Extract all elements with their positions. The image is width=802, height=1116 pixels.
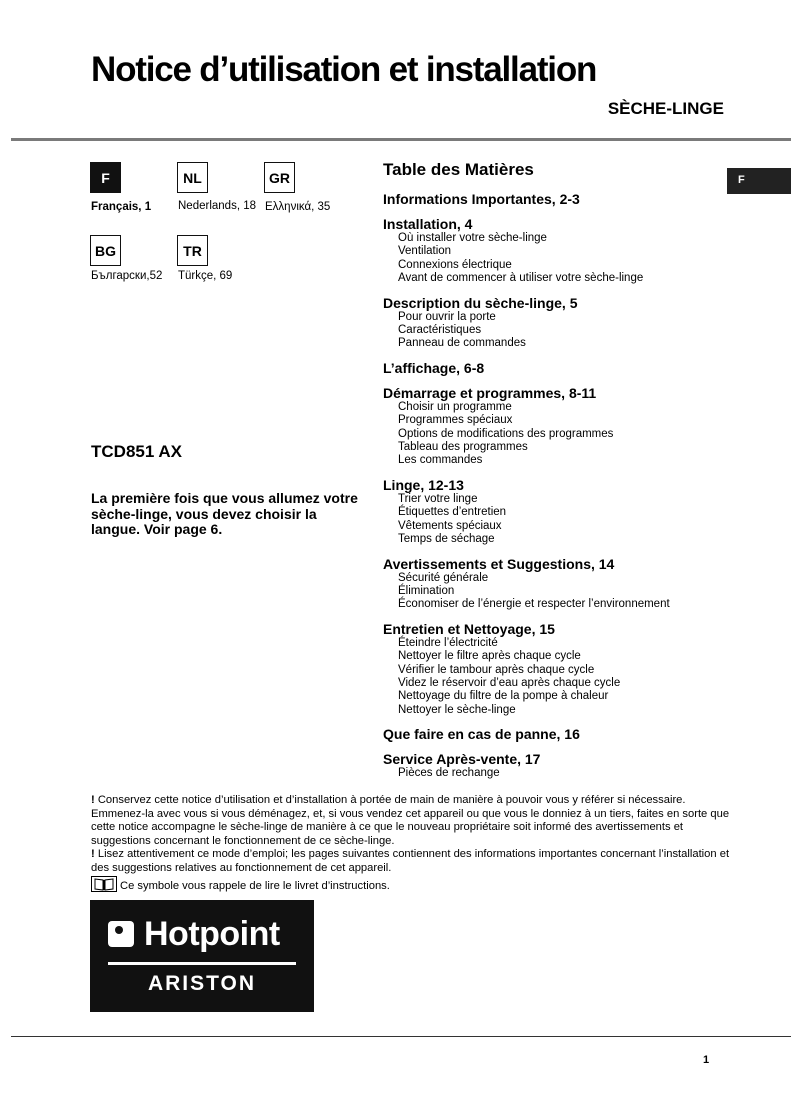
toc-subitem: Les commandes xyxy=(398,454,483,467)
page-number: 1 xyxy=(703,1054,710,1066)
language-label-tr: Türkçe, 69 xyxy=(178,270,233,282)
language-box-nl[interactable]: NL xyxy=(177,162,208,193)
toc-subitem: Temps de séchage xyxy=(398,533,495,546)
toc-section xyxy=(383,726,723,742)
first-use-note: La première fois que vous allumez votre sèche-linge, vous devez choisir la langue. Voir page 6. xyxy=(91,490,358,537)
book-icon xyxy=(91,876,117,892)
toc-subitem: Élimination xyxy=(398,584,455,597)
notice-text xyxy=(91,794,731,893)
toc-section xyxy=(383,621,723,717)
toc-subitems xyxy=(383,572,723,612)
toc-section-title[interactable]: Avertissements et Suggestions, 14 xyxy=(383,555,615,572)
toc-subitem: Programmes spéciaux xyxy=(398,414,513,427)
toc-subitem: Nettoyer le sèche-linge xyxy=(398,703,516,716)
product-type: SÈCHE-LINGE xyxy=(607,99,724,118)
toc-subitem: Pièces de rechange xyxy=(398,767,500,780)
logo-mark-icon xyxy=(108,921,134,947)
toc-subitem: Caractéristiques xyxy=(398,324,482,337)
notice-paragraph-2: Lisez attentivement ce mode d’emploi; les pages suivantes contiennent des informations importantes concernant l’installation et des suggestions relatives au fonctionnement de cet appareil. xyxy=(91,848,730,874)
toc-subitems xyxy=(383,767,723,780)
toc-section-title[interactable]: Entretien et Nettoyage, 15 xyxy=(383,620,555,637)
language-box-bg[interactable]: BG xyxy=(90,235,121,266)
language-label-bg: Български,52 xyxy=(91,270,163,282)
toc-subitem: Sécurité générale xyxy=(398,571,489,584)
divider xyxy=(11,1036,791,1037)
toc-section-title[interactable]: Informations Importantes, 2-3 xyxy=(383,191,580,207)
toc-subitem: Vérifier le tambour après chaque cycle xyxy=(398,663,595,676)
language-box-f[interactable]: F xyxy=(90,162,121,193)
toc-section xyxy=(383,385,723,468)
toc-section xyxy=(383,751,723,780)
logo-subbrand: ARISTON xyxy=(147,972,257,995)
language-label-gr: Ελληνικά, 35 xyxy=(265,201,331,213)
toc-subitem: Tableau des programmes xyxy=(398,441,528,454)
divider xyxy=(11,138,791,141)
toc-subitem: Trier votre linge xyxy=(398,492,478,505)
toc-subitem: Pour ouvrir la porte xyxy=(398,310,496,323)
toc-subitem: Panneau de commandes xyxy=(398,337,526,350)
toc-subitems xyxy=(383,493,723,547)
language-label-nl: Nederlands, 18 xyxy=(178,200,256,212)
toc-subitems xyxy=(383,401,723,468)
toc-subitem: Options de modifications des programmes xyxy=(398,427,614,440)
toc-subitem: Videz le réservoir d’eau après chaque cycle xyxy=(398,676,621,689)
toc-subitems xyxy=(383,637,723,717)
page-title: Notice d’utilisation et installation xyxy=(91,50,597,89)
toc-section-title[interactable]: Installation, 4 xyxy=(383,216,473,232)
toc-subitems xyxy=(383,311,723,351)
logo-divider xyxy=(108,962,296,965)
toc-section xyxy=(383,216,723,286)
toc-section-title[interactable]: Description du sèche-linge, 5 xyxy=(383,294,578,311)
toc-subitem: Ventilation xyxy=(398,245,452,258)
toc-section-title[interactable]: Linge, 12-13 xyxy=(383,476,464,493)
toc-subitem: Vêtements spéciaux xyxy=(398,519,502,532)
toc-subitem: Où installer votre sèche-linge xyxy=(398,232,547,244)
toc-subitem: Choisir un programme xyxy=(398,400,512,413)
language-label-f: Français, 1 xyxy=(91,201,152,213)
toc-subitem: Avant de commencer à utiliser votre sèche-linge xyxy=(398,272,644,285)
model-number: TCD851 AX xyxy=(91,442,183,461)
toc-section xyxy=(383,191,723,207)
toc-subitem: Connexions électrique xyxy=(398,258,512,271)
toc-subitem: Nettoyage du filtre de la pompe à chaleur xyxy=(398,690,609,703)
toc-section-title[interactable]: L’affichage, 6-8 xyxy=(383,359,485,376)
language-box-tr[interactable]: TR xyxy=(177,235,208,266)
toc-subitem: Économiser de l’énergie et respecter l’environnement xyxy=(398,598,670,611)
symbol-note: Ce symbole vous rappele de lire le livret d’instructions. xyxy=(120,879,390,892)
toc-section xyxy=(383,556,723,612)
toc-section xyxy=(383,360,723,376)
toc-heading: Table des Matières xyxy=(383,160,534,179)
logo-brand: Hotpoint xyxy=(144,915,280,953)
brand-logo xyxy=(90,900,314,1012)
toc-section xyxy=(383,295,723,351)
toc-section-title[interactable]: Que faire en cas de panne, 16 xyxy=(383,726,580,743)
language-box-gr[interactable]: GR xyxy=(264,162,295,193)
toc-subitems xyxy=(383,232,723,286)
toc-section-title[interactable]: Service Après-vente, 17 xyxy=(383,751,541,768)
table-of-contents xyxy=(383,160,723,790)
toc-section-title[interactable]: Démarrage et programmes, 8-11 xyxy=(383,384,597,401)
toc-subitem: Étiquettes d’entretien xyxy=(398,506,507,519)
language-side-tab: F xyxy=(727,168,791,194)
toc-subitem: Éteindre l’électricité xyxy=(398,636,498,649)
notice-paragraph-1: Conservez cette notice d’utilisation et d’installation à portée de main de manière à pouvoir vous y référer si nécessaire. Emmenez-la avec vous si vous déménagez, et, si vous vendez cet appareil ou que vous le donniez à un tiers, faites en sorte que cette notice accompagne le sèche-linge de manière à ce que le nouveau propriétaire soit informé des avertissements et suggestions concernant le fonctionnement de ce sèche-linge. xyxy=(91,794,730,847)
toc-section xyxy=(383,477,723,547)
warning-mark: ! xyxy=(91,794,95,806)
warning-mark: ! xyxy=(91,848,95,861)
toc-subitem: Nettoyer le filtre après chaque cycle xyxy=(398,650,581,663)
